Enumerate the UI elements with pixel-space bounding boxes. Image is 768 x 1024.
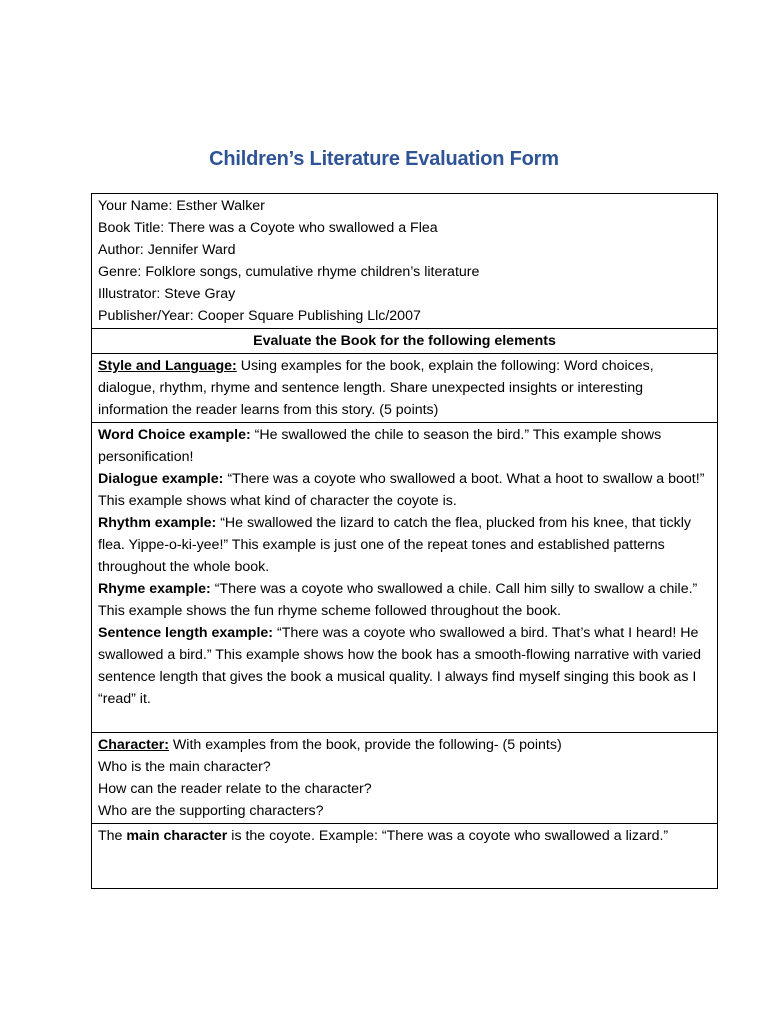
character-question-3: Who are the supporting characters? [98, 803, 324, 819]
name-line [98, 195, 711, 217]
word-choice-paragraph [98, 424, 711, 468]
character-prompt-text: With examples from the book, provide the following- (5 points) [168, 737, 562, 753]
genre-value: Folklore songs, cumulative rhyme children’s literature [145, 264, 480, 280]
dialogue-text: “There was a coyote who swallowed a boot. What a hoot to swallow a boot!” This example shows what kind of character the coyote is. [98, 471, 705, 509]
dialogue-label: Dialogue example: [98, 471, 224, 487]
illustrator-value: Steve Gray [164, 286, 236, 302]
style-language-prompt-text: Using examples for the book, explain the following: Word choices, dialogue, rhythm, rhyme and sentence length. Share unexpected insights or interesting information the reader learns from this story. (5 points) [98, 358, 654, 418]
document-title: Children’s Literature Evaluation Form [209, 148, 559, 170]
character-answer-suffix: is the coyote. Example: “There was a coyote who swallowed a lizard.” [227, 828, 669, 844]
illustrator-line [98, 283, 711, 305]
dialogue-paragraph [98, 468, 711, 512]
style-language-heading: Style and Language: [98, 358, 237, 374]
publisher-label: Publisher/Year: [98, 308, 198, 324]
info-cell [92, 194, 718, 329]
character-answer [98, 825, 711, 847]
character-prompt-row [92, 733, 718, 824]
publisher-value: Cooper Square Publishing Llc/2007 [197, 308, 421, 324]
publisher-line [98, 305, 711, 327]
sentence-length-text: “There was a coyote who swallowed a bird. That’s what I heard! He swallowed a bird.” This example shows how the book has a smooth-flowing narrative with varied sentence length that gives the book a musical quality. I always find myself singing this book as I “read” it. [98, 625, 701, 707]
style-language-prompt-row [92, 354, 718, 423]
rhyme-paragraph [98, 578, 711, 622]
style-language-prompt [98, 355, 711, 421]
section-header: Evaluate the Book for the following elements [92, 329, 718, 354]
character-answer-bold: main character [126, 828, 228, 844]
book-title-line [98, 217, 711, 239]
name-label: Your Name: [98, 198, 177, 214]
author-label: Author: [98, 242, 148, 258]
rhythm-label: Rhythm example: [98, 515, 217, 531]
genre-line [98, 261, 711, 283]
style-language-prompt-cell [92, 354, 718, 423]
section-header-row [92, 329, 718, 354]
character-prompt-cell [92, 733, 718, 824]
style-language-answer-cell [92, 423, 718, 733]
character-answer-row [92, 824, 718, 889]
illustrator-label: Illustrator: [98, 286, 165, 302]
character-answer-prefix: The [98, 828, 127, 844]
character-question-2: How can the reader relate to the character? [98, 781, 372, 797]
word-choice-label: Word Choice example: [98, 427, 251, 443]
author-line [98, 239, 711, 261]
rhythm-paragraph [98, 512, 711, 578]
word-choice-text: “He swallowed the chile to season the bird.” This example shows personification! [98, 427, 662, 465]
name-value: Esther Walker [176, 198, 265, 214]
character-prompt [98, 734, 711, 756]
character-answer-cell [92, 824, 718, 889]
sentence-length-paragraph [98, 622, 711, 710]
book-title-value: There was a Coyote who swallowed a Flea [167, 220, 438, 236]
author-value: Jennifer Ward [147, 242, 236, 258]
style-language-answer-row [92, 423, 718, 733]
info-row [92, 194, 718, 329]
evaluation-form-table [91, 193, 718, 889]
genre-label: Genre: [98, 264, 146, 280]
sentence-length-label: Sentence length example: [98, 625, 274, 641]
character-heading: Character: [98, 737, 169, 753]
character-question-1: Who is the main character? [98, 759, 271, 775]
rhyme-text: “There was a coyote who swallowed a chile. Call him silly to swallow a chile.” This example shows the fun rhyme scheme followed throughout the book. [98, 581, 698, 619]
book-title-label: Book Title: [98, 220, 168, 236]
rhyme-label: Rhyme example: [98, 581, 211, 597]
rhythm-text: “He swallowed the lizard to catch the flea, plucked from his knee, that tickly flea. Yippe-o-ki-yee!” This example is just one of the repeat tones and established patterns throughout the whole book. [98, 515, 691, 575]
